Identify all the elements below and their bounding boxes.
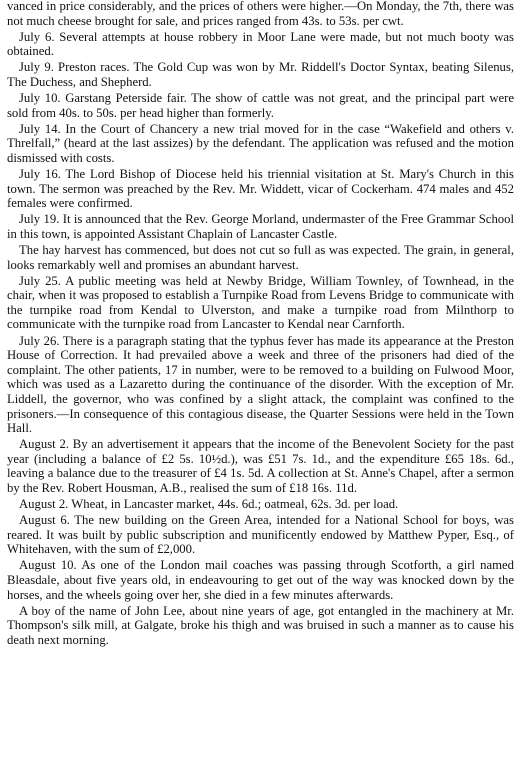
paragraph-august-6: August 6. The new building on the Green Area, intended for a National School for boys, was reared. It was built by public subscription and munificently endowed by Matthew Pyper, Esq., of Whitehaven, with the sum of £2,000. [7,513,514,557]
paragraph-july-26: July 26. There is a paragraph stating that the typhus fever has made its appearance at the Preston House of Correction. It had prevailed above a week and three of the prisoners had died of the complaint. The other patients, 17 in number, were to be removed to a building on Fulwood Moor, which was used as a Lazaretto during the continuance of the disorder. With the exception of Mr. Liddell, the governor, who was confined by a slight attack, the complaint was confined to the prisoners.—In consequence of this contagious disease, the Quarter Sessions were held in the Town Hall. [7,333,514,436]
paragraph-july-14: July 14. In the Court of Chancery a new trial moved for in the case “Wakefield and others v. Threlfall,” (heard at the last assizes) by the defendant. The application was refused and the motion dismissed with costs. [7,121,514,165]
paragraph-july-9: July 9. Preston races. The Gold Cup was won by Mr. Riddell's Doctor Syntax, beating Silenus, The Duchess, and Shepherd. [7,60,514,89]
paragraph-cheese-prices: vanced in price considerably, and the prices of others were higher.—On Monday, the 7th, there was not much cheese brought for sale, and prices ranged from 43s. to 53s. per cwt. [7,0,514,28]
paragraph-july-19: July 19. It is announced that the Rev. George Morland, undermaster of the Free Grammar School in this town, is appointed Assistant Chaplain of Lancaster Castle. [7,212,514,241]
paragraph-july-6: July 6. Several attempts at house robbery in Moor Lane were made, but not much booty was obtained. [7,29,514,59]
paragraph-august-2-benevolent: August 2. By an advertisement it appears that the income of the Benevolent Society for the past year (including a balance of £2 5s. 10½d.), was £51 7s. 1d., and the expenditure £65 18s. 6d., leaving a balance due to the treasurer of £4 1s. 5d. A collection at St. Anne's Chapel, after a sermon by the Rev. Robert Housman, A.B., realised the sum of £18 16s. 11d. [7,437,514,495]
paragraph-july-10: July 10. Garstang Peterside fair. The show of cattle was not great, and the principal part were sold from 40s. to 50s. per head higher than formerly. [7,91,514,120]
paragraph-august-2-wheat: August 2. Wheat, in Lancaster market, 44s. 6d.; oatmeal, 62s. 3d. per load. [19,497,399,512]
paragraph-july-25: July 25. A public meeting was held at Newby Bridge, William Townley, of Townhead, in the chair, when it was proposed to establish a Turnpike Road from Levens Bridge to communicate with the turnpike road from Kendal to Ulverston, and make a turnpike road from Milnthorp to communicate with the turnpike road from Lancaster to Kendal near Carnforth. [7,273,514,332]
paragraph-john-lee: A boy of the name of John Lee, about nine years of age, got entangled in the machinery at Mr. Thompson's silk mill, at Galgate, broke his thigh and was bruised in such a manner as to cause his death next morning. [7,603,514,647]
document-page [7,0,514,649]
paragraph-hay-harvest: The hay harvest has commenced, but does not cut so full as was expected. The grain, in general, looks remarkably well and promises an abundant harvest. [7,243,514,272]
paragraph-july-16: July 16. The Lord Bishop of Diocese held his triennial visitation at St. Mary's Church in this town. The sermon was preached by the Rev. Mr. Widdett, vicar of Cockerham. 474 males and 452 females were confirmed. [7,167,514,211]
paragraph-august-10: August 10. As one of the London mail coaches was passing through Scotforth, a girl named Bleasdale, about five years old, in endeavouring to get out of the way was knocked down by the horses, and the wheels going over her, she died in a few minutes afterwards. [7,558,514,602]
